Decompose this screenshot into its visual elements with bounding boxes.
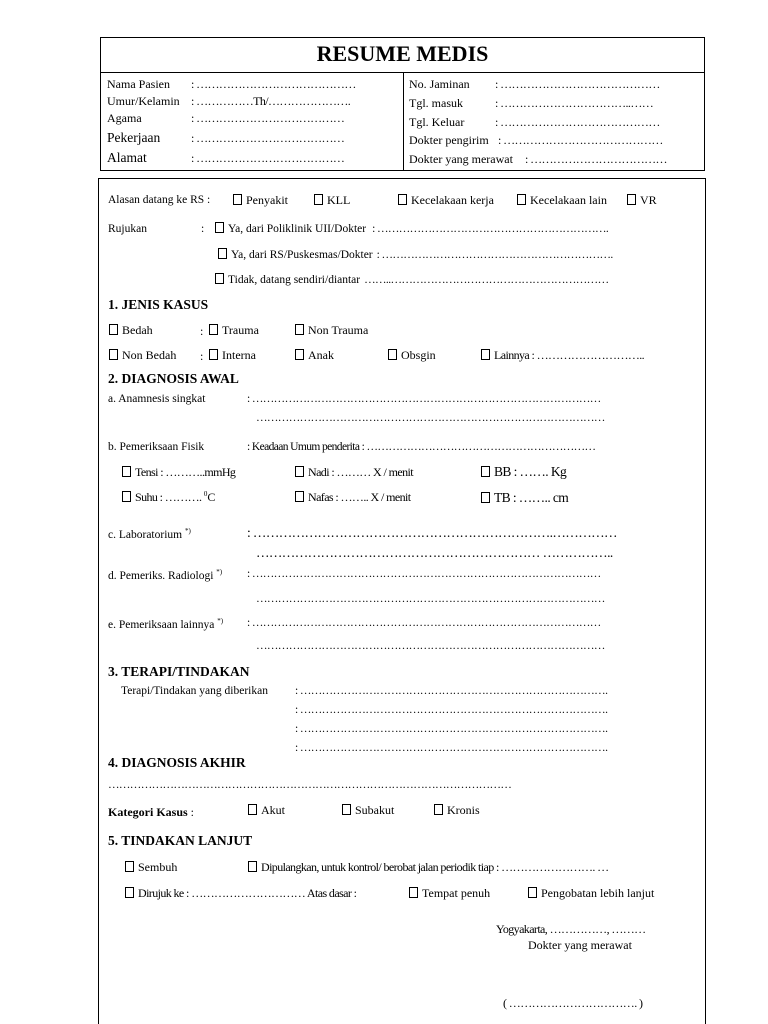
nafas-option[interactable]: Nafas : …….. X / menit <box>295 490 410 505</box>
alasan-kll-option[interactable]: KLL <box>314 193 350 208</box>
checkbox-icon[interactable] <box>481 492 490 503</box>
pemeriksaan-lainnya-line-2[interactable]: …………………………………………………………………………………… <box>256 640 605 652</box>
kategori-akut-option[interactable]: Akut <box>248 803 285 818</box>
alasan-kecelakaan-lain-option[interactable]: Kecelakaan lain <box>517 193 607 208</box>
checkbox-icon[interactable] <box>627 194 636 205</box>
radiologi-label: d. Pemeriks. Radiologi *) <box>108 568 223 582</box>
checkbox-icon[interactable] <box>295 349 304 360</box>
laboratorium-label: c. Laboratorium *) <box>108 527 191 541</box>
checkbox-icon[interactable] <box>481 349 490 360</box>
field-value-umur[interactable]: : ……………Th/…………………. <box>191 94 351 108</box>
field-label-umur: Umur/Kelamin <box>107 94 180 108</box>
kasus-trauma-option[interactable]: Trauma <box>209 323 259 338</box>
checkbox-icon[interactable] <box>109 349 118 360</box>
lanjut-dirujuk-option[interactable]: Dirujuk ke : ………………………… Atas dasar : <box>125 886 356 901</box>
bb-option[interactable]: BB : ……. Kg <box>481 464 566 480</box>
checkbox-icon[interactable] <box>248 861 257 872</box>
terapi-line-3[interactable]: : …………………………………………………………………………. <box>295 723 608 735</box>
kategori-subakut-option[interactable]: Subakut <box>342 803 394 818</box>
page-title: RESUME MEDIS <box>316 41 489 66</box>
field-label-agama: Agama <box>107 111 142 125</box>
field-value-nama[interactable]: : …………………………………… <box>191 77 356 91</box>
checkbox-icon[interactable] <box>295 466 304 477</box>
checkbox-icon[interactable] <box>481 466 490 477</box>
field-value-alamat[interactable]: : ………………………………… <box>191 151 345 165</box>
field-label-jaminan: No. Jaminan <box>409 77 470 91</box>
lanjut-sembuh-option[interactable]: Sembuh <box>125 860 177 875</box>
kasus-colon-2: : <box>200 349 204 363</box>
kasus-obsgin-option[interactable]: Obsgin <box>388 348 436 363</box>
checkbox-icon[interactable] <box>125 861 134 872</box>
checkbox-icon[interactable] <box>215 273 224 284</box>
checkbox-icon[interactable] <box>125 887 134 898</box>
rujukan-poliklinik-option[interactable]: Ya, dari Poliklinik UII/Dokter : ………………………………………………………. <box>215 222 608 235</box>
kasus-colon: : <box>200 324 204 338</box>
kasus-non-bedah-option[interactable]: Non Bedah <box>109 348 176 363</box>
checkbox-icon[interactable] <box>209 349 218 360</box>
laboratorium-line-2[interactable]: ………………………………………………………… …………….. <box>256 545 613 560</box>
section-heading-tindakan-lanjut: 5. TINDAKAN LANJUT <box>108 833 253 848</box>
radiologi-line-2[interactable]: …………………………………………………………………………………… <box>256 593 605 605</box>
alasan-vr-option[interactable]: VR <box>627 193 657 208</box>
field-label-dokter-merawat: Dokter yang merawat <box>409 152 513 166</box>
checkbox-icon[interactable] <box>109 324 118 335</box>
field-value-dokter-merawat[interactable]: : ……………………………… <box>525 152 667 166</box>
field-label-tgl-masuk: Tgl. masuk <box>409 96 463 110</box>
checkbox-icon[interactable] <box>517 194 526 205</box>
signature-place-date[interactable]: Yogyakarta, ……………, ……… <box>496 922 646 936</box>
terapi-label: Terapi/Tindakan yang diberikan <box>121 685 268 697</box>
section-heading-terapi: 3. TERAPI/TINDAKAN <box>108 664 250 679</box>
field-label-alamat: Alamat <box>107 150 147 165</box>
alasan-kecelakaan-kerja-option[interactable]: Kecelakaan kerja <box>398 193 494 208</box>
kasus-interna-option[interactable]: Interna <box>209 348 256 363</box>
checkbox-icon[interactable] <box>295 491 304 502</box>
field-value-dokter-pengirim[interactable]: : …………………………………… <box>498 133 663 147</box>
rujukan-colon: : <box>201 223 205 235</box>
field-label-dokter-pengirim: Dokter pengirim <box>409 133 489 147</box>
field-value-tgl-keluar[interactable]: : …………………………………… <box>495 115 660 129</box>
rujukan-tidak-option[interactable]: Tidak, datang sendiri/diantar ……..…………………………………………………… <box>215 273 608 286</box>
checkbox-icon[interactable] <box>528 887 537 898</box>
checkbox-icon[interactable] <box>342 804 351 815</box>
kasus-lainnya-option[interactable]: Lainnya : ……………………….. <box>481 348 644 363</box>
checkbox-icon[interactable] <box>233 194 242 205</box>
field-label-nama: Nama Pasien <box>107 77 170 91</box>
nadi-option[interactable]: Nadi : ……… X / menit <box>295 465 413 480</box>
checkbox-icon[interactable] <box>248 804 257 815</box>
rujukan-label: Rujukan <box>108 223 147 235</box>
kategori-kasus-label: Kategori Kasus : <box>108 805 195 819</box>
terapi-line-4[interactable]: : …………………………………………………………………………. <box>295 742 608 754</box>
checkbox-icon[interactable] <box>122 491 131 502</box>
pemeriksaan-lainnya-label: e. Pemeriksaan lainnya *) <box>108 617 224 631</box>
checkbox-icon[interactable] <box>295 324 304 335</box>
field-value-jaminan[interactable]: : …………………………………… <box>495 77 660 91</box>
kasus-anak-option[interactable]: Anak <box>295 348 334 363</box>
checkbox-icon[interactable] <box>398 194 407 205</box>
kategori-kronis-option[interactable]: Kronis <box>434 803 480 818</box>
diagnosis-akhir-line[interactable]: ………………………………………………………………………………………………… <box>108 779 512 791</box>
pemeriksaan-lainnya-line-1[interactable]: : …………………………………………………………………………………… <box>247 617 601 629</box>
terapi-line-1[interactable]: : …………………………………………………………………………. <box>295 685 608 697</box>
lanjut-dipulangkan-option[interactable]: Dipulangkan, untuk kontrol/ berobat jalan periodik tiap : ……………………. … <box>248 860 609 875</box>
field-label-pekerjaan: Pekerjaan <box>107 130 161 145</box>
checkbox-icon[interactable] <box>122 466 131 477</box>
field-value-agama[interactable]: : ………………………………… <box>191 111 345 125</box>
kasus-bedah-option[interactable]: Bedah <box>109 323 153 338</box>
checkbox-icon[interactable] <box>218 248 227 259</box>
section-heading-diagnosis-akhir: 4. DIAGNOSIS AKHIR <box>108 755 246 770</box>
anamnesis-label: a. Anamnesis singkat <box>108 393 206 405</box>
section-heading-diagnosis-awal: 2. DIAGNOSIS AWAL <box>108 371 239 386</box>
kasus-non-trauma-option[interactable]: Non Trauma <box>295 323 368 338</box>
anamnesis-line-1[interactable]: : …………………………………………………………………………………… <box>247 393 601 405</box>
checkbox-icon[interactable] <box>215 222 224 233</box>
tensi-option[interactable]: Tensi : ………..mmHg <box>122 465 235 480</box>
terapi-line-2[interactable]: : …………………………………………………………………………. <box>295 704 608 716</box>
alasan-label: Alasan datang ke RS : <box>108 194 211 206</box>
checkbox-icon[interactable] <box>434 804 443 815</box>
anamnesis-line-2[interactable]: …………………………………………………………………………………… <box>256 412 605 424</box>
tb-option[interactable]: TB : …….. cm <box>481 490 568 506</box>
lanjut-pengobatan-option[interactable]: Pengobatan lebih lanjut <box>528 886 654 901</box>
signature-role: Dokter yang merawat <box>528 938 632 952</box>
field-value-tgl-masuk[interactable]: : ……………………………..…… <box>495 96 654 110</box>
lanjut-tempat-penuh-option[interactable]: Tempat penuh <box>409 886 490 901</box>
signature-name-line[interactable]: ( ……………………………. ) <box>503 996 643 1010</box>
field-label-tgl-keluar: Tgl. Keluar <box>409 115 465 129</box>
radiologi-line-1[interactable]: : …………………………………………………………………………………… <box>247 568 601 580</box>
suhu-option[interactable]: Suhu : ………. $^0$C <box>122 490 215 505</box>
field-value-pekerjaan[interactable]: : ………………………………… <box>191 131 345 145</box>
section-heading-jenis-kasus: 1. JENIS KASUS <box>108 297 209 312</box>
alasan-penyakit-option[interactable]: Penyakit <box>233 193 288 208</box>
rujukan-rs-option[interactable]: Ya, dari RS/Puskesmas/Dokter : ………………………………………………………. <box>218 248 613 261</box>
checkbox-icon[interactable] <box>209 324 218 335</box>
pemeriksaan-fisik-value[interactable]: : Keadaan Umum penderita : ……………………………………………………… <box>247 441 596 453</box>
checkbox-icon[interactable] <box>314 194 323 205</box>
header-column-divider <box>403 72 404 171</box>
pemeriksaan-fisik-label: b. Pemeriksaan Fisik <box>108 441 205 453</box>
laboratorium-line-1[interactable]: : …………………………………………………………….…………… <box>247 525 617 540</box>
checkbox-icon[interactable] <box>409 887 418 898</box>
checkbox-icon[interactable] <box>388 349 397 360</box>
